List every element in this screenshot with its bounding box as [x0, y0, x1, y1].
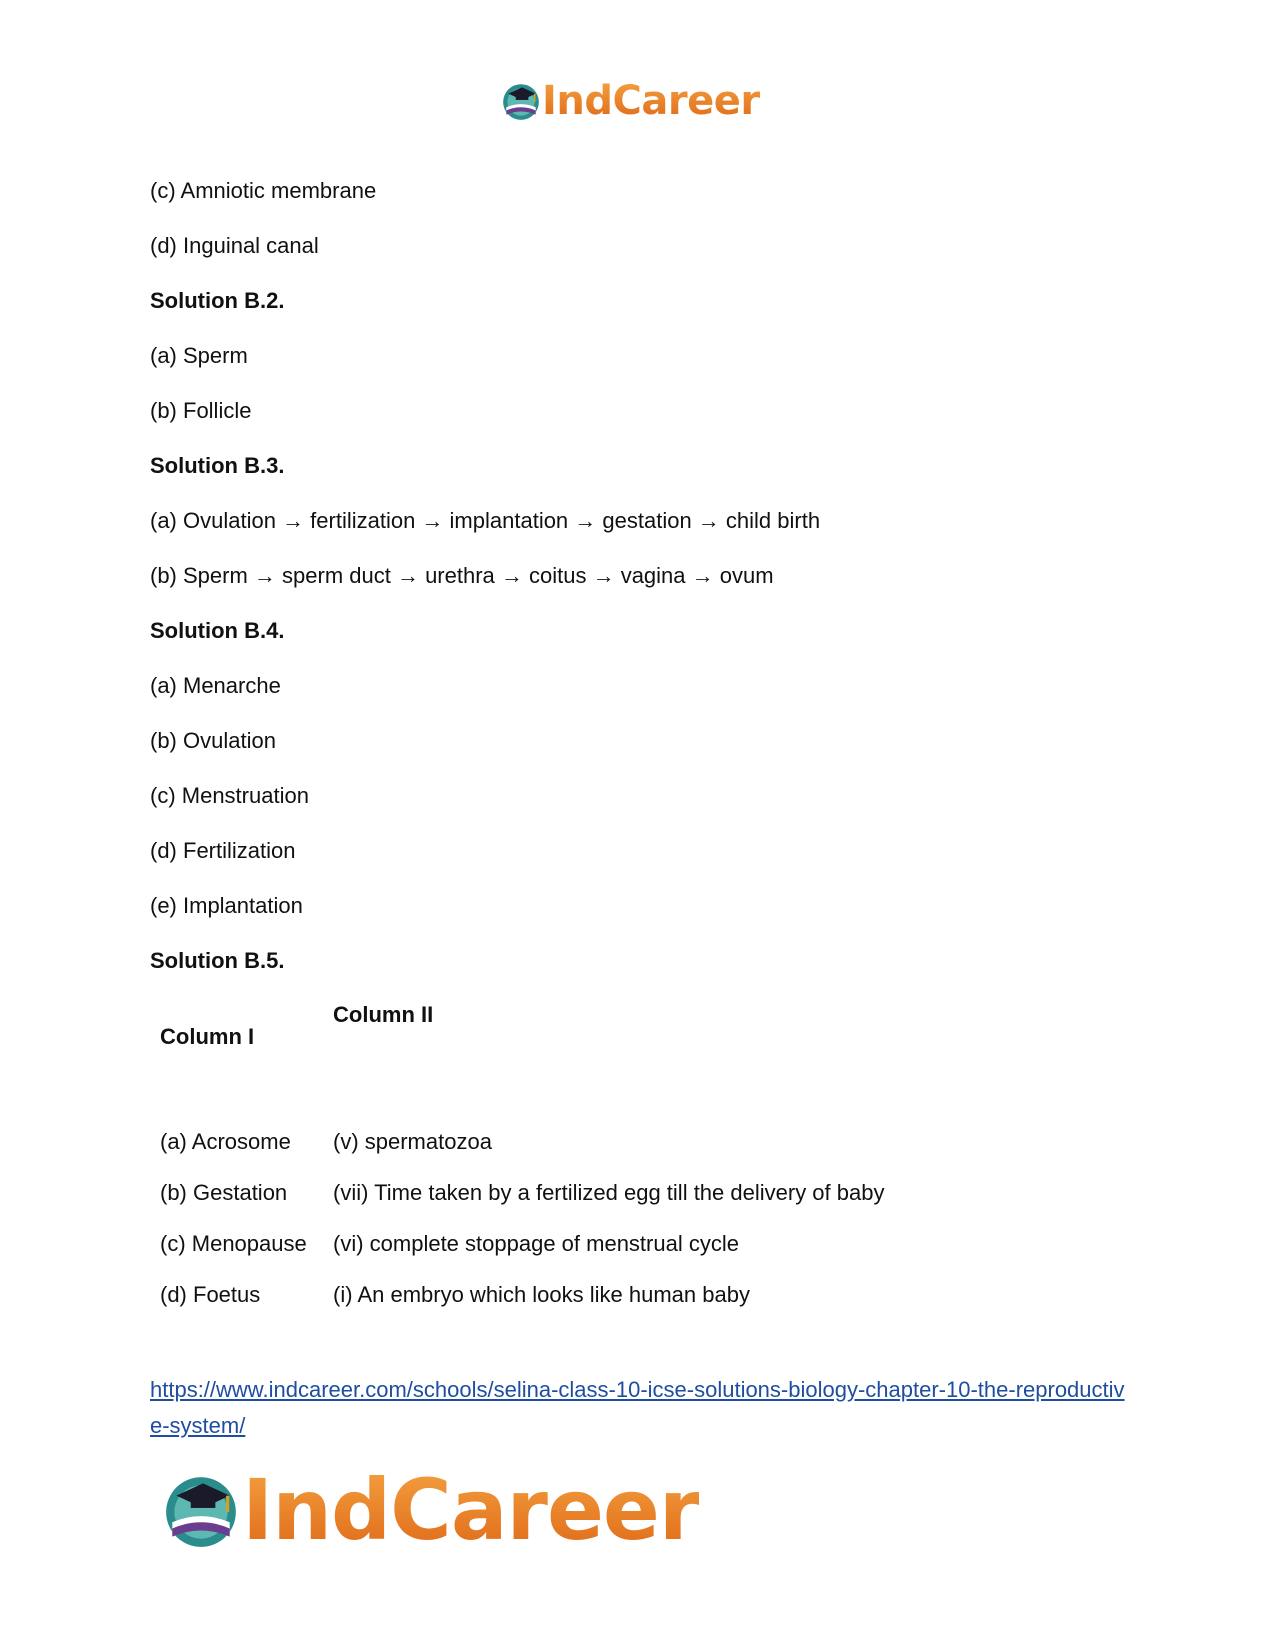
table-cell: (a) Acrosome — [160, 1129, 291, 1154]
table-cell: (v) spermatozoa — [333, 1129, 492, 1154]
table-row — [150, 1229, 894, 1280]
logo-text: IndCareer — [242, 1461, 700, 1559]
solution-heading: Solution B.3. — [150, 453, 285, 478]
source-link[interactable]: https://www.indcareer.com/schools/selina-class-10-icse-solutions-biology-chapter-10-the-reproductive-system/ — [150, 1377, 1125, 1438]
answer-line: (a) Sperm — [150, 343, 248, 368]
table-row — [150, 1178, 894, 1229]
column-header: Column I — [160, 1024, 255, 1049]
answer-line: (d) Fertilization — [150, 838, 296, 863]
table-header-row — [150, 1000, 894, 1127]
table-cell: (b) Gestation — [160, 1180, 288, 1205]
answer-line: (e) Implantation — [150, 893, 303, 918]
table-cell: (vi) complete stoppage of menstrual cycle — [333, 1231, 739, 1256]
answer-line: (a) Ovulation → fertilization → implantation → gestation → child birth — [150, 508, 821, 533]
answer-line: (d) Inguinal canal — [150, 233, 319, 258]
answer-line: (c) Menstruation — [150, 783, 309, 808]
table-cell: (vii) Time taken by a fertilized egg till the delivery of baby — [333, 1180, 885, 1205]
graduation-cap-book-globe-icon — [500, 80, 542, 122]
logo-text: IndCareer — [542, 78, 760, 124]
column-header: Column II — [333, 1002, 434, 1027]
solution-heading: Solution B.2. — [150, 288, 285, 313]
answer-line: (b) Ovulation — [150, 728, 276, 753]
solution-heading: Solution B.5. — [150, 948, 285, 973]
table-cell: (i) An embryo which looks like human baby — [333, 1282, 750, 1307]
answer-line: (b) Follicle — [150, 398, 252, 423]
graduation-cap-book-globe-icon — [160, 1469, 242, 1551]
table-row — [150, 1127, 894, 1178]
answer-line: (b) Sperm → sperm duct → urethra → coitus → vagina → ovum — [150, 563, 774, 588]
solution-heading: Solution B.4. — [150, 618, 285, 643]
table-cell: (d) Foetus — [160, 1282, 261, 1307]
header-logo — [500, 80, 760, 122]
table-cell: (c) Menopause — [160, 1231, 307, 1256]
answer-line: (c) Amniotic membrane — [150, 178, 377, 203]
footer-logo — [160, 1461, 700, 1559]
answer-content — [150, 176, 1150, 1001]
answer-line: (a) Menarche — [150, 673, 281, 698]
match-table — [150, 1000, 894, 1331]
table-row — [150, 1280, 894, 1331]
